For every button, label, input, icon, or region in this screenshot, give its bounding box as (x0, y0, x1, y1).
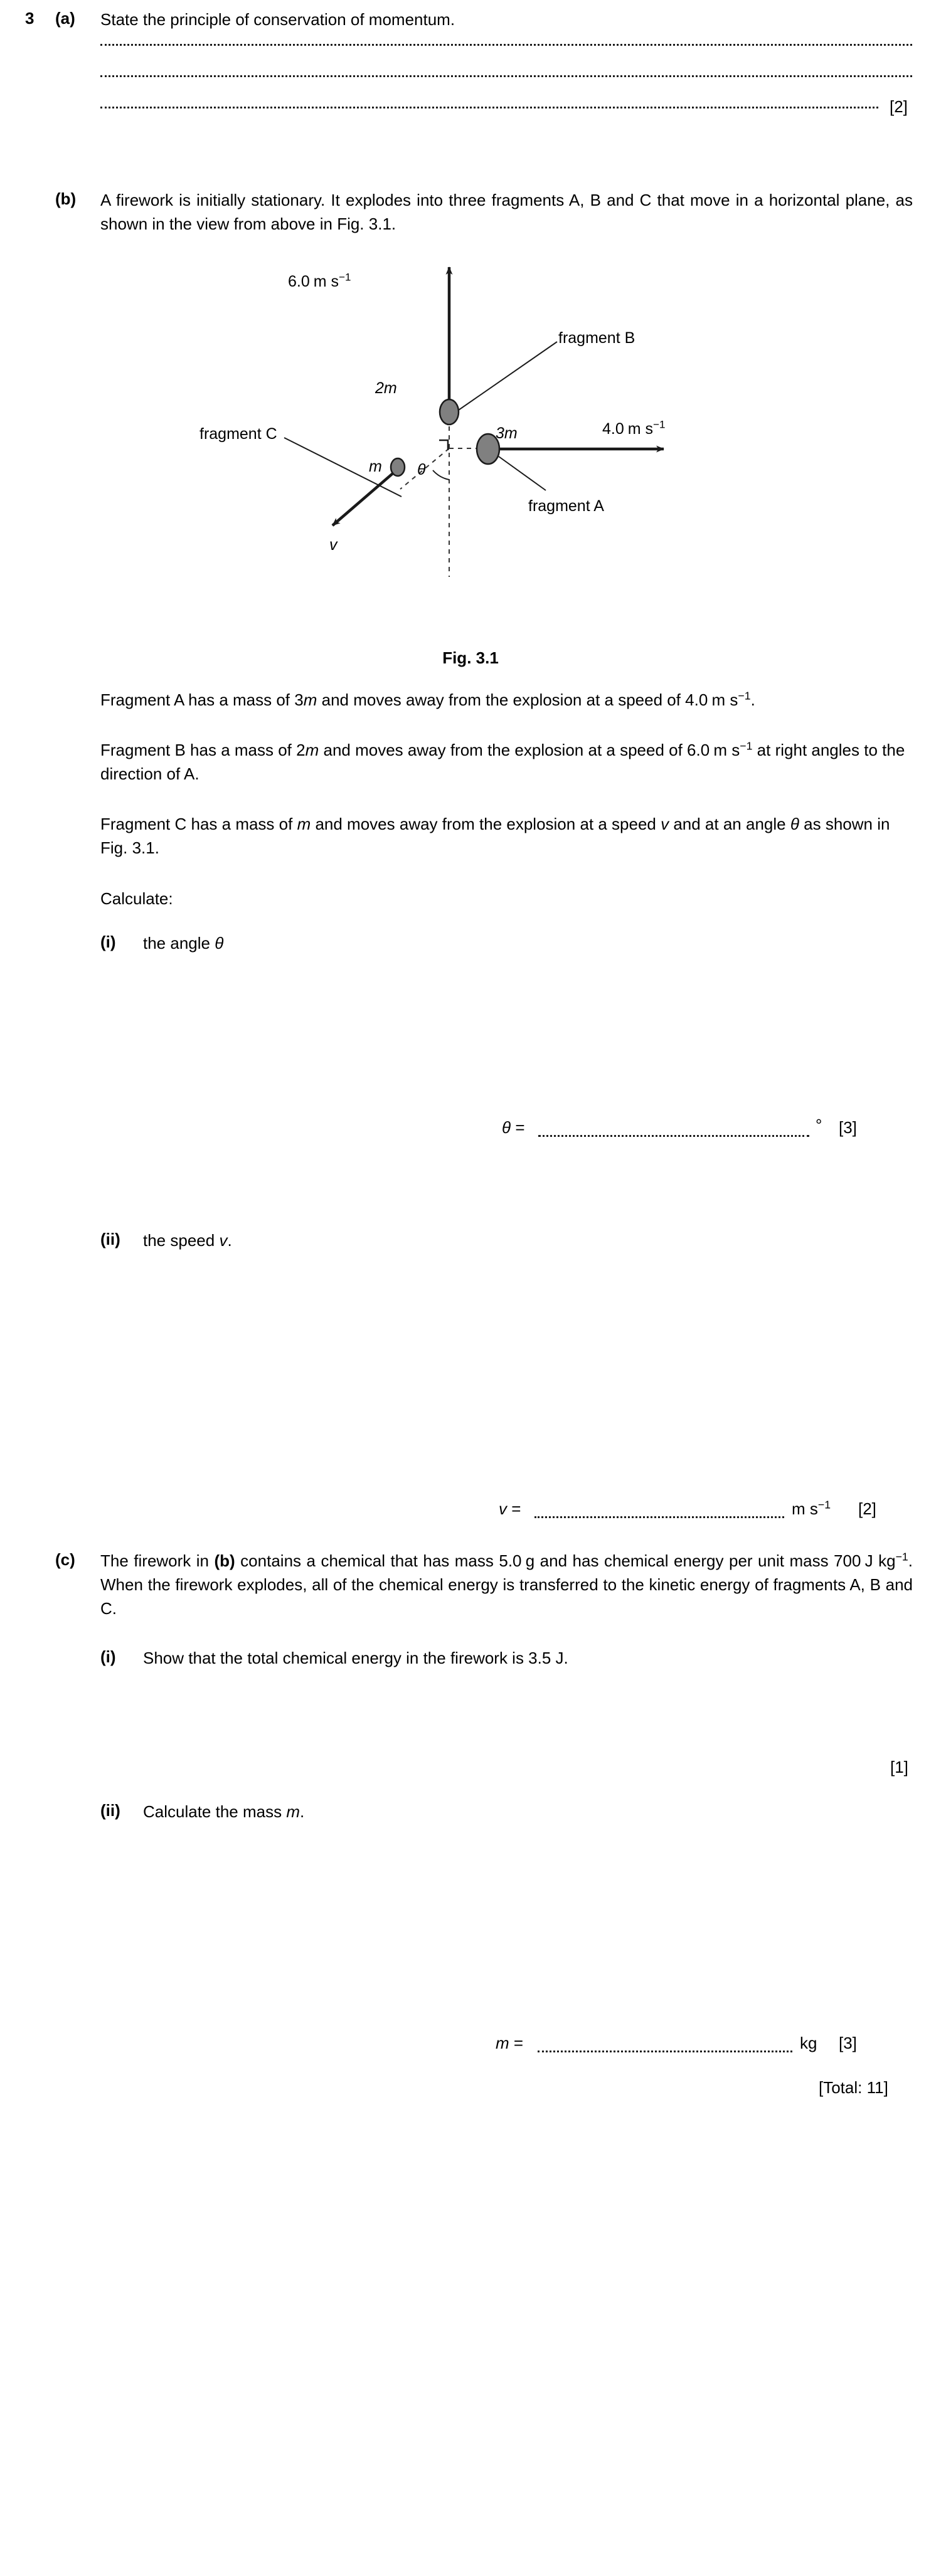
part-c-ii-text (143, 1800, 304, 1824)
speed-a-unit: m s (627, 420, 654, 438)
part-c-label: (c) (55, 1550, 75, 1569)
part-c-text-4: . When the firework explodes, all of the chemical energy is transferred to the kinetic energy of fragments A, B and C. (100, 1551, 913, 1618)
part-b-i-theta-symbol: θ (215, 934, 224, 953)
answer-line-a-1[interactable] (100, 44, 912, 46)
part-c-energy-unit: J kg (864, 1551, 896, 1570)
answer-b-i-equals: = (511, 1118, 525, 1137)
frag-b-unit-exponent: −1 (740, 739, 753, 752)
answer-c-ii-symbol: m (496, 2034, 509, 2052)
answer-b-i (502, 1118, 525, 1137)
part-c-i-label: (i) (100, 1647, 116, 1666)
figure-3-1 (0, 263, 941, 627)
answer-line-a-3[interactable] (100, 107, 878, 108)
fragment-c-label: fragment C (199, 425, 277, 443)
fragment-b-label: fragment B (558, 329, 635, 347)
part-c-i-text: Show that the total chemical energy in the firework is 3.5 J. (143, 1649, 568, 1667)
frag-b-desc-mid: and moves away from the explosion at a speed of 6.0 (319, 741, 710, 759)
answer-c-ii-equals: = (509, 2034, 524, 2052)
frag-a-unit-exponent: −1 (738, 689, 751, 702)
speed-b-unit: m s (313, 273, 339, 290)
answer-b-i-unit: ° (816, 1116, 822, 1134)
part-c-energy-exponent: −1 (895, 1550, 908, 1563)
frag-c-speed-symbol: v (661, 815, 669, 833)
answer-c-ii-unit: kg (800, 2034, 817, 2052)
frag-b-desc-end: at right angles to the direction of A. (100, 741, 905, 783)
fragment-c-leader-line (284, 438, 401, 497)
part-c-text (100, 1549, 913, 1620)
theta-label: θ (417, 461, 426, 478)
frag-a-unit: m s (711, 690, 738, 709)
calculate-prompt: Calculate: (100, 889, 173, 908)
answer-b-ii-unit-exponent: −1 (817, 1498, 831, 1511)
answer-b-ii-unit (792, 1499, 831, 1518)
frag-a-desc-pre: Fragment A has a mass of 3 (100, 690, 304, 709)
fragment-a-speed-label (602, 417, 665, 441)
mass-a-label: 3m (496, 425, 518, 442)
answer-line-a-2[interactable] (100, 75, 912, 77)
frag-c-desc-pre: Fragment C has a mass of (100, 815, 297, 833)
part-c-ii-text-end: . (300, 1802, 305, 1821)
part-c-mass-unit: g (525, 1551, 535, 1570)
fragment-b-leader-line (457, 342, 557, 411)
part-c-ii-m-symbol: m (286, 1802, 300, 1821)
frag-c-desc-mid: and moves away from the explosion at a speed (311, 815, 661, 833)
marks-c-ii: [3] (839, 2034, 857, 2052)
marks-a: [2] (890, 97, 908, 116)
fragment-c-velocity-arrow (332, 466, 401, 525)
answer-b-i-dots[interactable] (538, 1135, 809, 1137)
answer-b-ii-unit-text: m s (792, 1499, 818, 1518)
fragment-b-blob (440, 399, 459, 425)
answer-c-ii-dots[interactable] (538, 2051, 792, 2052)
frag-c-angle-symbol: θ (790, 815, 799, 833)
part-c-ii-text-pre: Calculate the mass (143, 1802, 287, 1821)
part-a-text: State the principle of conservation of momentum. (100, 10, 455, 29)
speed-a-exponent: −1 (653, 418, 666, 431)
theta-arc (433, 470, 449, 480)
marks-b-i: [3] (839, 1118, 857, 1137)
frag-b-mass-symbol: m (305, 741, 319, 759)
frag-c-desc-mid2: and at an angle (669, 815, 790, 833)
part-b-ii-text (143, 1228, 232, 1252)
total-marks: [Total: 11] (819, 2078, 888, 2097)
part-c-text-2: contains a chemical that has mass 5.0 (235, 1551, 522, 1570)
part-b-i-text-pre: the angle (143, 934, 215, 953)
speed-b-exponent: −1 (339, 271, 351, 283)
answer-b-ii-symbol: v (499, 1499, 507, 1518)
fragment-a-label: fragment A (528, 497, 604, 515)
part-b-text: A firework is initially stationary. It explodes into three fragments A, B and C that move in a horizontal plane, as shown in the view from above in Fig. 3.1. (100, 191, 913, 233)
frag-a-desc-end: . (750, 690, 755, 709)
fragment-b-speed-label (288, 270, 351, 293)
marks-c-i: [1] (890, 1758, 908, 1776)
part-b-i-label: (i) (100, 932, 116, 951)
part-b-ii-label: (ii) (100, 1230, 120, 1248)
part-b-ii-v-symbol: v (219, 1231, 228, 1250)
frag-c-mass-symbol: m (297, 815, 311, 833)
part-b-label: (b) (55, 189, 77, 208)
fragment-c-blob (391, 458, 405, 476)
part-c-ii-label: (ii) (100, 1801, 120, 1820)
mass-b-label: 2m (375, 379, 397, 397)
speed-b-value: 6.0 (288, 273, 310, 290)
fragment-a-leader-line (499, 457, 546, 490)
frag-c-desc-end: as shown in Fig. 3.1. (100, 815, 890, 857)
fragment-c-description (100, 812, 913, 860)
part-b-ii-text-end: . (227, 1231, 232, 1250)
part-c-text-1: The firework in (100, 1551, 215, 1570)
part-b-i-text (143, 931, 223, 955)
speed-c-label: v (329, 536, 338, 554)
answer-b-ii-equals: = (507, 1499, 521, 1518)
frag-b-unit: m s (713, 741, 740, 759)
answer-b-i-symbol: θ (502, 1118, 511, 1137)
frag-a-desc-mid: and moves away from the explosion at a speed of 4.0 (317, 690, 708, 709)
firework-explosion-diagram (0, 263, 941, 627)
answer-b-ii-dots[interactable] (534, 1516, 784, 1518)
part-c-b-reference: (b) (214, 1551, 235, 1570)
frag-b-desc-pre: Fragment B has a mass of 2 (100, 741, 306, 759)
figure-caption: Fig. 3.1 (442, 648, 499, 667)
part-a-label: (a) (55, 9, 75, 28)
part-b-ii-text-pre: the speed (143, 1231, 220, 1250)
question-number: 3 (25, 9, 35, 28)
right-angle-marker (439, 440, 448, 450)
answer-c-ii (496, 2034, 523, 2052)
part-c-text-3: and has chemical energy per unit mass 700 (534, 1551, 861, 1570)
mass-c-label: m (369, 458, 382, 475)
marks-b-ii: [2] (858, 1499, 876, 1518)
answer-b-ii (499, 1499, 521, 1518)
fragment-b-description (100, 738, 913, 786)
fragment-a-description (100, 688, 916, 712)
frag-a-mass-symbol: m (303, 690, 317, 709)
speed-a-value: 4.0 (602, 420, 624, 438)
